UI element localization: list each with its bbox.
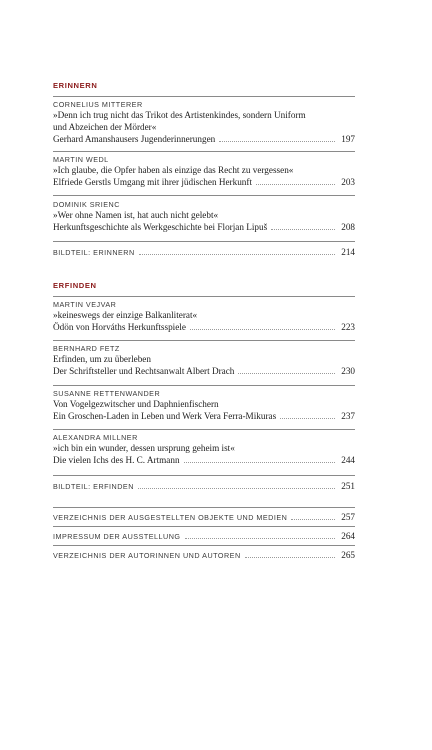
toc-entry-link[interactable] (53, 133, 355, 145)
plate-label: BILDTEIL: ERFINDEN (53, 482, 134, 491)
toc-entry-link[interactable] (53, 365, 355, 377)
entry-subtitle: Der Schriftsteller und Rechtsanwalt Albert Drach (53, 366, 235, 376)
divider-rule (53, 241, 355, 242)
dot-leader (291, 519, 335, 520)
dot-leader (280, 418, 335, 419)
appendix-link[interactable] (53, 512, 355, 522)
dot-leader (219, 141, 335, 142)
entry-title-line: und Abzeichen der Mörder« (53, 122, 157, 132)
toc-entry-link[interactable] (53, 410, 355, 422)
page-number: 223 (341, 322, 355, 332)
entry-title-line: »Wer ohne Namen ist, hat auch nicht gelebt« (53, 210, 219, 220)
appendix-label: IMPRESSUM DER AUSSTELLUNG (53, 532, 181, 541)
section-title: ERFINDEN (53, 281, 97, 290)
author-name: ALEXANDRA MILLNER (53, 433, 138, 442)
dot-leader (138, 488, 335, 489)
dot-leader (185, 538, 335, 539)
author-name: MARTIN VEJVAR (53, 300, 117, 309)
page-number: 197 (341, 134, 355, 144)
page-number: 237 (341, 411, 355, 421)
section-title: ERINNERN (53, 81, 98, 90)
page-number: 214 (341, 247, 355, 257)
dot-leader (190, 329, 335, 330)
entry-subtitle: Ödön von Horváths Herkunftsspiele (53, 322, 186, 332)
author-name: MARTIN WEDL (53, 155, 109, 164)
plate-label: BILDTEIL: ERINNERN (53, 248, 135, 257)
appendix-label: VERZEICHNIS DER AUTORINNEN UND AUTOREN (53, 551, 241, 560)
author-name: SUSANNE RETTENWANDER (53, 389, 161, 398)
divider-rule (53, 475, 355, 476)
toc-entry-link[interactable] (53, 321, 355, 333)
entry-subtitle: Elfriede Gerstls Umgang mit ihrer jüdischen Herkunft (53, 177, 253, 187)
divider-rule (53, 429, 355, 430)
toc-entry-link[interactable] (53, 221, 355, 233)
divider-rule (53, 545, 355, 546)
divider-rule (53, 340, 355, 341)
page-number: 230 (341, 366, 355, 376)
divider-rule (53, 151, 355, 152)
entry-title-line: Von Vogelgezwitscher und Daphnienfischern (53, 399, 219, 409)
plate-section-link[interactable] (53, 247, 355, 257)
entry-title-line: »Ich glaube, die Opfer haben als einzige das Recht zu vergessen« (53, 165, 294, 175)
dot-leader (139, 254, 335, 255)
entry-subtitle: Herkunftsgeschichte als Werkgeschichte bei Florjan Lipuš (53, 222, 268, 232)
divider-rule (53, 526, 355, 527)
divider-rule (53, 96, 355, 97)
author-name: CORNELIUS MITTERER (53, 100, 143, 109)
page-number: 208 (341, 222, 355, 232)
appendix-link[interactable] (53, 550, 355, 560)
dot-leader (238, 373, 335, 374)
dot-leader (184, 462, 335, 463)
page-number: 257 (341, 512, 355, 522)
divider-rule (53, 385, 355, 386)
divider-rule (53, 195, 355, 196)
toc-entry-link[interactable] (53, 454, 355, 466)
dot-leader (271, 229, 335, 230)
entry-subtitle: Ein Groschen-Laden in Leben und Werk Vera Ferra-Mikuras (53, 411, 277, 421)
page-number: 203 (341, 177, 355, 187)
page-number: 244 (341, 455, 355, 465)
divider-rule (53, 296, 355, 297)
entry-title-line: »keineswegs der einzige Balkanliterat« (53, 310, 198, 320)
entry-subtitle: Gerhard Amanshausers Jugenderinnerungen (53, 134, 216, 144)
entry-subtitle: Die vielen Ichs des H. C. Artmann (53, 455, 180, 465)
entry-title-line: »Denn ich trug nicht das Trikot des Artistenkindes, sondern Uniform (53, 110, 306, 120)
appendix-label: VERZEICHNIS DER AUSGESTELLTEN OBJEKTE UND MEDIEN (53, 513, 288, 522)
toc-entry-link[interactable] (53, 176, 355, 188)
page-number: 251 (341, 481, 355, 491)
author-name: BERNHARD FETZ (53, 344, 120, 353)
appendix-link[interactable] (53, 531, 355, 541)
page-number: 264 (341, 531, 355, 541)
entry-title-line: Erfinden, um zu überleben (53, 354, 151, 364)
dot-leader (256, 184, 335, 185)
entry-title-line: »ich bin ein wunder, dessen ursprung geheim ist« (53, 443, 235, 453)
dot-leader (245, 557, 335, 558)
divider-rule (53, 507, 355, 508)
plate-section-link[interactable] (53, 481, 355, 491)
author-name: DOMINIK SRIENC (53, 200, 120, 209)
page-number: 265 (341, 550, 355, 560)
